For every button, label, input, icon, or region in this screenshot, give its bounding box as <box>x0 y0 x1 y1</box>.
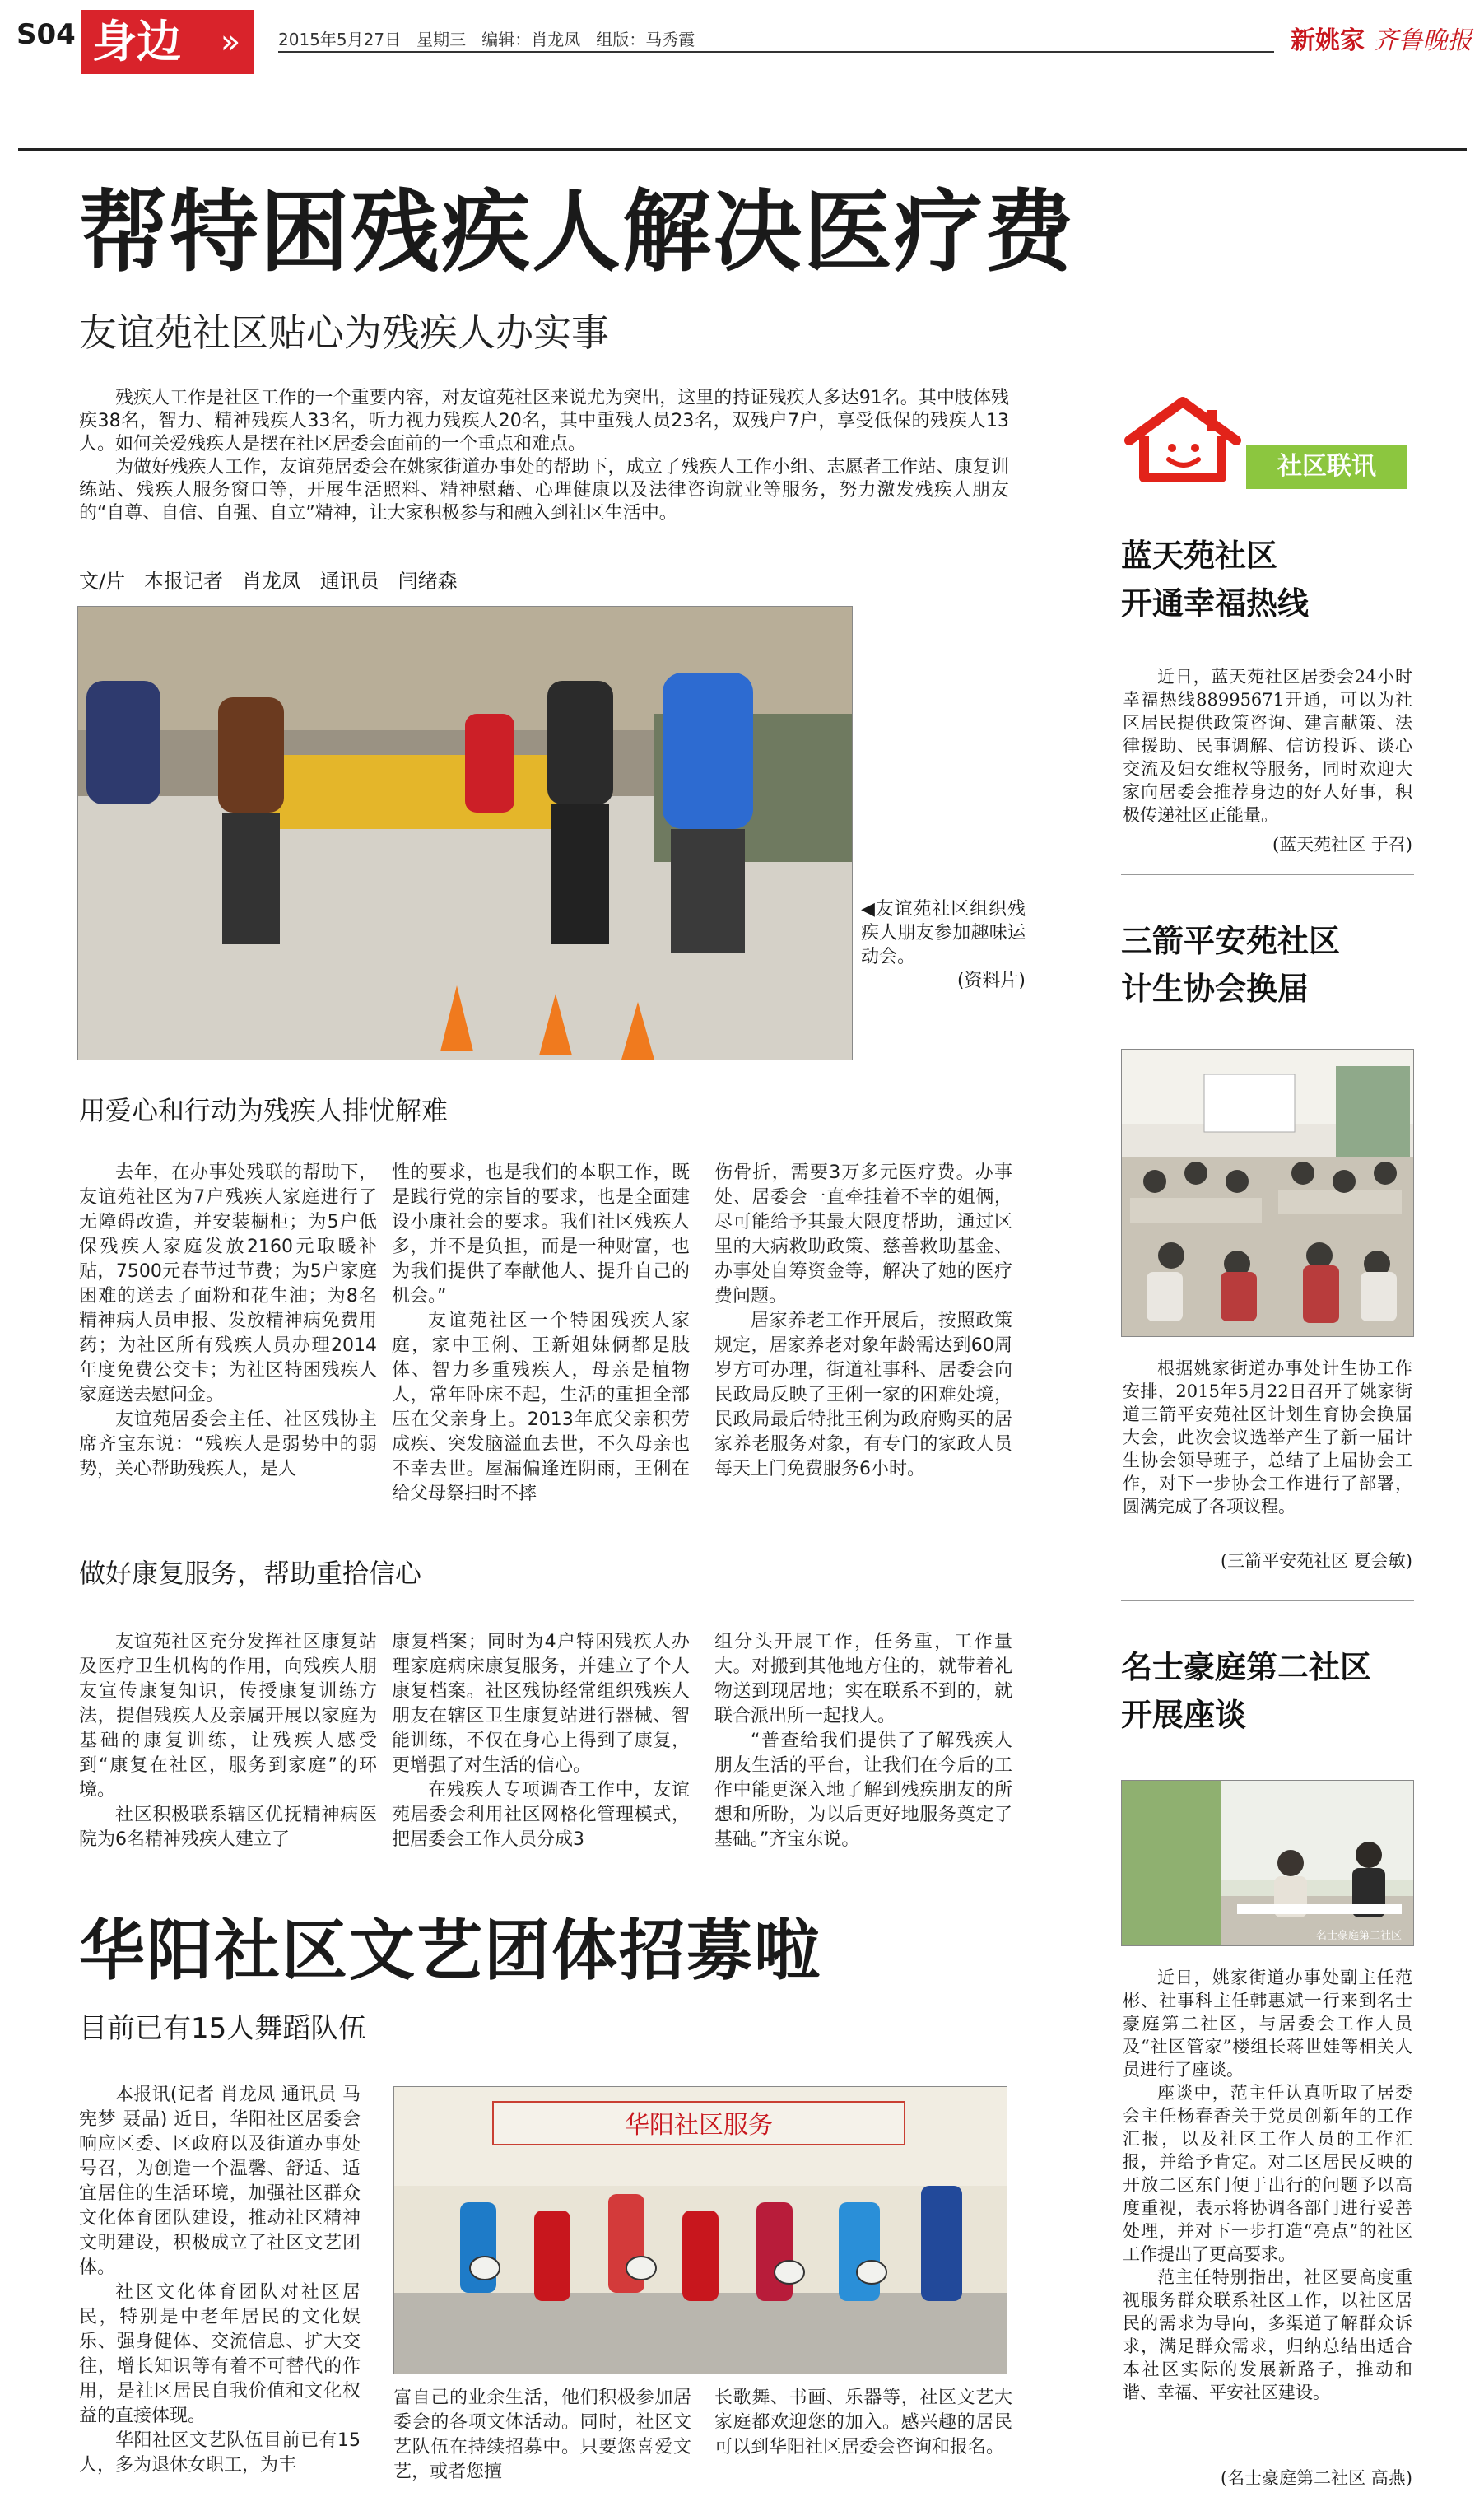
sidebar-story1-title <box>1121 532 1309 627</box>
title-line: 开通幸福热线 <box>1121 585 1310 622</box>
section2-column-1 <box>79 1630 377 1852</box>
title-line: 三箭平安苑社区 <box>1121 923 1341 959</box>
paragraph: 近日，蓝天苑社区居委会24小时幸福热线88995671开通，可以为社区居民提供政策咨询、建言献策、法律援助、民事调解、信访投诉、谈心交流及妇女维权等服务，同时欢迎大家向居委会推荐身边的好人好事，积极传递社区正能量。 <box>1123 667 1412 825</box>
sidebar-story3-text <box>1123 1966 1412 2404</box>
section1-column-3 <box>714 1161 1012 1482</box>
paragraph: 近日，姚家街道办事处副主任范彬、社事科主任韩惠斌一行来到名士豪庭第二社区，与居委会工作人员及“社区管家”楼组长蒋世娃等相关人员进行了座谈。 <box>1123 1968 1412 2080</box>
section2-column-3 <box>714 1630 1012 1852</box>
article1-byline: 文/片 本报记者 肖龙凤 通讯员 闫绪森 <box>79 570 458 593</box>
title-line: 计生协会换届 <box>1121 971 1310 1007</box>
paragraph: 性的要求，也是我们的本职工作，既是践行党的宗旨的要求，也是全面建设小康社会的要求。我们社区残疾人多，并不是负担，而是一种财富，也为我们提供了奉献他人、提升自己的机会。” <box>392 1162 690 1307</box>
paragraph: “普查给我们提供了了解残疾人朋友生活的平台，让我们在今后的工作中能更深入地了解到残疾朋友的所想和所盼，为以后更好地服务奠定了基础。”齐宝东说。 <box>714 1731 1012 1850</box>
paragraph: 长歌舞、书画、乐器等，社区文艺大家庭都欢迎您的加入。感兴趣的居民可以到华阳社区居委会咨询和报名。 <box>714 2388 1012 2457</box>
sidebar-story2-title <box>1121 917 1340 1013</box>
top-rule <box>18 148 1467 151</box>
paragraph: 社区文化体育团队对社区居民，特别是中老年居民的文化娱乐、强身健体、交流信息、扩大交往，增长知识等有着不可替代的作用，是社区居民自我价值和文化权益的直接体现。 <box>79 2282 361 2426</box>
article1-photo <box>77 606 853 1060</box>
paragraph: 友谊苑社区一个特困残疾人家庭，家中王俐、王新姐妹俩都是肢体、智力多重残疾人，母亲是植物人，常年卧床不起，生活的重担全部压在父亲身上。2013年底父亲积劳成疾、突发脑溢血去世，不久母亲也不幸去世。屋漏偏逢连阴雨，王俐在给父母祭扫时不摔 <box>392 1311 690 1504</box>
article1-photo-caption <box>861 897 1026 993</box>
sidebar-tag: 社区联讯 <box>1246 445 1407 489</box>
caption-text: ◀友谊苑社区组织残疾人朋友参加趣味运动会。 <box>861 899 1026 967</box>
lead-paragraph: 为做好残疾人工作，友谊苑居委会在姚家街道办事处的帮助下，成立了残疾人工作小组、志愿者工作站、康复训练站、残疾人服务窗口等，开展生活照料、精神慰藉、心理健康以及法律咨询就业等服务，努力激发残疾人朋友的“自尊、自信、自强、自立”精神，让大家积极参与和融入到社区生活中。 <box>79 457 1009 524</box>
sidebar-divider <box>1121 1600 1414 1601</box>
paragraph: 去年，在办事处残联的帮助下，友谊苑社区为7户残疾人家庭进行了无障碍改造，并安装橱柜；为5户低保残疾人家庭发放2160元取暖补贴，7500元春节过节费；为5户家庭困难的送去了面粉和花生油；为8名精神病人员申报、发放精神病免费用药；为社区所有残疾人员办理2014年度免费公交卡；为社区特困残疾人家庭送去慰问金。 <box>79 1162 377 1405</box>
section2-heading: 做好康复服务，帮助重拾信心 <box>79 1558 422 1589</box>
paragraph: 华阳社区文艺队伍目前已有15人，多为退休女职工，为丰 <box>79 2430 361 2476</box>
article2-column-2 <box>393 2386 691 2485</box>
sidebar-story3-signature: (名士豪庭第二社区 高燕) <box>1220 2468 1412 2488</box>
article2-subtitle: 目前已有15人舞蹈队伍 <box>79 2012 367 2045</box>
paragraph: 根据姚家街道办事处计生协工作安排，2015年5月22日召开了姚家街道三箭平安苑社区计划生育协会换届大会，此次会议选举产生了新一届计生协会领导班子，总结了上届协会工作，对下一步协会工作进行了部署，圆满完成了各项议程。 <box>1123 1358 1412 1516</box>
sidebar-story3-title <box>1121 1643 1371 1739</box>
article2-column-1 <box>79 2083 361 2478</box>
section1-column-2 <box>392 1161 690 1507</box>
paragraph: 社区积极联系辖区优抚精神病医院为6名精神残疾人建立了 <box>79 1805 377 1850</box>
sidebar-story2-signature: (三箭平安苑社区 夏会敏) <box>1220 1551 1412 1571</box>
article1-subtitle: 友谊苑社区贴心为残疾人办实事 <box>79 310 609 355</box>
sidebar-story1-text <box>1123 665 1412 827</box>
article2-title: 华阳社区文艺团体招募啦 <box>79 1912 821 1989</box>
section-label: 身边 <box>81 10 254 74</box>
brand-name: 新姚家 <box>1291 26 1365 55</box>
paragraph: 友谊苑居委会主任、社区残协主席齐宝东说：“残疾人是弱势中的弱势，关心帮助残疾人，是人 <box>79 1409 377 1479</box>
photo-watermark: 名士豪庭第二社区 <box>1315 1930 1402 1942</box>
discussion-photo <box>1122 1781 1413 1945</box>
chevron-right-icon: » <box>207 10 254 74</box>
article1-title: 帮特困残疾人解决医疗费 <box>79 181 1076 284</box>
section1-column-1 <box>79 1161 377 1482</box>
brand-logo <box>1291 20 1472 56</box>
article2-photo <box>393 2086 1007 2374</box>
title-line: 开展座谈 <box>1121 1697 1247 1733</box>
paragraph: 座谈中，范主任认真听取了居委会主任杨春香关于党员创新年的工作汇报，以及社区工作人员的工作汇报，并给予肯定。对二区居民反映的开放二区东门便于出行的问题予以高度重视，表示将协调各部门进行妥善处理，并对下一步打造“亮点”的社区工作提出了更高要求。 <box>1123 2083 1412 2264</box>
paragraph: 友谊苑社区充分发挥社区康复站及医疗卫生机构的作用，向残疾人朋友宣传康复知识，传授康复训练方法，提倡残疾人及亲属开展以家庭为基础的康复训练，让残疾人感受到“康复在社区，服务到家庭”的环境。 <box>79 1632 377 1801</box>
paragraph: 本报讯(记者 肖龙凤 通讯员 马宪梦 聂晶) 近日，华阳社区居委会响应区委、区政府以及街道办事处号召，为创造一个温馨、舒适、适宜居住的生活环境，加强社区群众文化体育团队建设，推动社区精神文明建设，积极成立了社区文艺团体。 <box>79 2085 361 2278</box>
sidebar-story1-signature: (蓝天苑社区 于召) <box>1272 835 1412 855</box>
article2-column-3 <box>714 2386 1012 2460</box>
header-rule <box>278 51 1274 53</box>
meeting-room-photo <box>1122 1050 1413 1336</box>
sports-meeting-photo <box>78 607 852 1060</box>
paragraph: 伤骨折，需要3万多元医疗费。办事处、居委会一直牵挂着不幸的姐俩，尽可能给予其最大限度帮助，通过区里的大病救助政策、慈善救助基金、办事处自筹资金等，解决了她的医疗费问题。 <box>714 1162 1012 1307</box>
sidebar-divider <box>1121 874 1414 875</box>
sidebar-story2-text <box>1123 1357 1412 1518</box>
paragraph: 居家养老工作开展后，按照政策规定，居家养老对象年龄需达到60周岁方可办理，街道社事科、居委会向民政局反映了王俐一家的困难处境，民政局最后特批王俐为政府购买的居家养老服务对象，有专门的家政人员每天上门免费服务6小时。 <box>714 1311 1012 1479</box>
lead-paragraph: 残疾人工作是社区工作的一个重要内容，对友谊苑社区来说尤为突出，这里的持证残疾人多达91名。其中肢体残疾38名，智力、精神残疾人33名，听力视力残疾人20名，其中重残人员23名，双残户7户，享受低保的残疾人13人。如何关爱残疾人是摆在社区居委会面前的一个重点和难点。 <box>79 388 1009 454</box>
paragraph: 富自己的业余生活，他们积极参加居委会的各项文体活动。同时，社区文艺队伍在持续招募中。只要您喜爱文艺，或者您擅 <box>393 2388 691 2482</box>
paragraph: 康复档案；同时为4户特困残疾人办理家庭病床康复服务，并建立了个人康复档案。社区残协经常组织残疾人朋友在辖区卫生康复站进行器械、智能训练，不仅在身心上得到了康复，更增强了对生活的信心。 <box>392 1632 690 1776</box>
dance-team-photo <box>394 2087 1007 2374</box>
sidebar-story3-photo <box>1121 1780 1414 1946</box>
article1-lead <box>79 387 1009 525</box>
title-line: 蓝天苑社区 <box>1121 538 1278 574</box>
paragraph: 组分头开展工作，任务重，工作量大。对搬到其他地方住的，就带着礼物送到现居地；实在联系不到的，就联合派出所一起找人。 <box>714 1632 1012 1726</box>
brand-paper: 齐鲁晚报 <box>1373 26 1472 55</box>
page-number: S04 <box>16 18 76 51</box>
community-house-icon <box>1121 395 1244 489</box>
section2-column-2 <box>392 1630 690 1852</box>
paragraph: 范主任特别指出，社区要高度重视服务群众联系社区工作，以社区居民的需求为导向，多渠道了解群众诉求，满足群众需求，归纳总结出适合本社区实际的发展新路子，推动和谐、幸福、平安社区建设。 <box>1123 2267 1412 2402</box>
title-line: 名士豪庭第二社区 <box>1121 1649 1372 1685</box>
section1-heading: 用爱心和行动为残疾人排忧解难 <box>79 1095 449 1126</box>
sidebar-story2-photo <box>1121 1049 1414 1337</box>
caption-source: (资料片) <box>956 971 1026 991</box>
paragraph: 在残疾人专项调查工作中，友谊苑居委会利用社区网格化管理模式，把居委会工作人员分成3 <box>392 1780 690 1850</box>
issue-meta: 2015年5月27日 星期三 编辑：肖龙凤 组版：马秀霞 <box>278 30 695 49</box>
photo-banner-text: 华阳社区服务 <box>625 2111 773 2140</box>
